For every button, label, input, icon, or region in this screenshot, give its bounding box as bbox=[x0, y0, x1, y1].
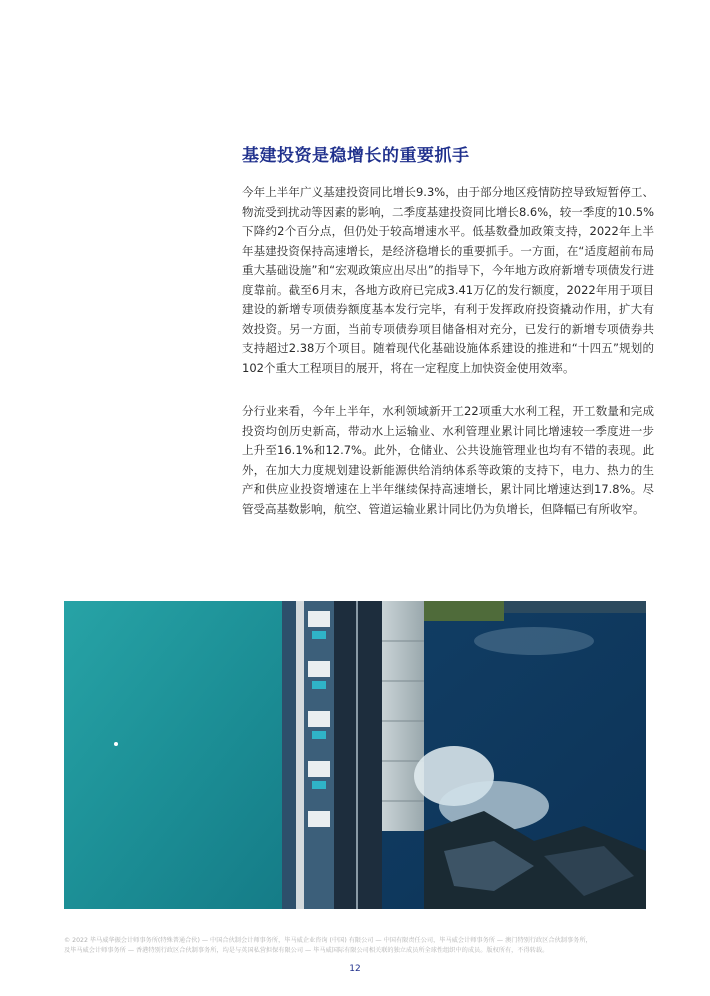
footer-line-1: © 2022 毕马威华振会计师事务所(特殊普通合伙) — 中国合伙制会计师事务所，毕马威企业咨询 (中国) 有限公司 — 中国有限责任公司，毕马威会计师事务所 — 澳门特别行政区合伙制事务所， bbox=[64, 937, 592, 944]
page-number: 12 bbox=[349, 964, 361, 974]
dam-aerial-photo bbox=[64, 601, 646, 909]
section-heading: 基建投资是稳增长的重要抓手 bbox=[242, 146, 470, 166]
footer-line-2: 及毕马威会计师事务所 — 香港特别行政区合伙制事务所，均是与英国私营担保有限公司 — 毕马威国际有限公司相关联的独立成员所全球性组织中的成员。版权所有，不得转载。 bbox=[64, 947, 549, 954]
body-paragraph-2: 分行业来看，今年上半年，水利领域新开工22项重大水利工程，开工数量和完成投资均创历史新高，带动水上运输业、水利管理业累计同比增速较一季度进一步上升至16.1%和12.7%。此外，仓储业、公共设施管理业也均有不错的表现。此外，在加大力度规划建设新能源供给消纳体系等政策的支持下，电力、热力的生产和供应业投资增速在上半年继续保持高速增长，累计同比增速达到17.8%。尽管受高基数影响，航空、管道运输业累计同比仍为负增长，但降幅已有所收窄。 bbox=[242, 404, 654, 516]
copyright-footer bbox=[64, 936, 654, 956]
body-paragraph-1: 今年上半年广义基建投资同比增长9.3%，由于部分地区疫情防控导致短暂停工、物流受到扰动等因素的影响，二季度基建投资同比增长8.6%，较一季度的10.5%下降约2个百分点，但仍处于较高增速水平。低基数叠加政策支持，2022年上半年基建投资保持高速增长，是经济稳增长的重要抓手。一方面，在“适度超前布局重大基础设施”和“宏观政策应出尽出”的指导下，今年地方政府新增专项债发行进度靠前。截至6月末，各地方政府已完成3.41万亿的发行额度，2022年用于项目建设的新增专项债券额度基本发行完毕，有利于发挥政府投资撬动作用，扩大有效投资。另一方面，当前专项债券项目储备相对充分，已发行的新增专项债券共支持超过2.38万个项目。随着现代化基础设施体系建设的推进和“十四五”规划的102个重大工程项目的展开，将在一定程度上加快资金使用效率。 bbox=[242, 185, 654, 375]
